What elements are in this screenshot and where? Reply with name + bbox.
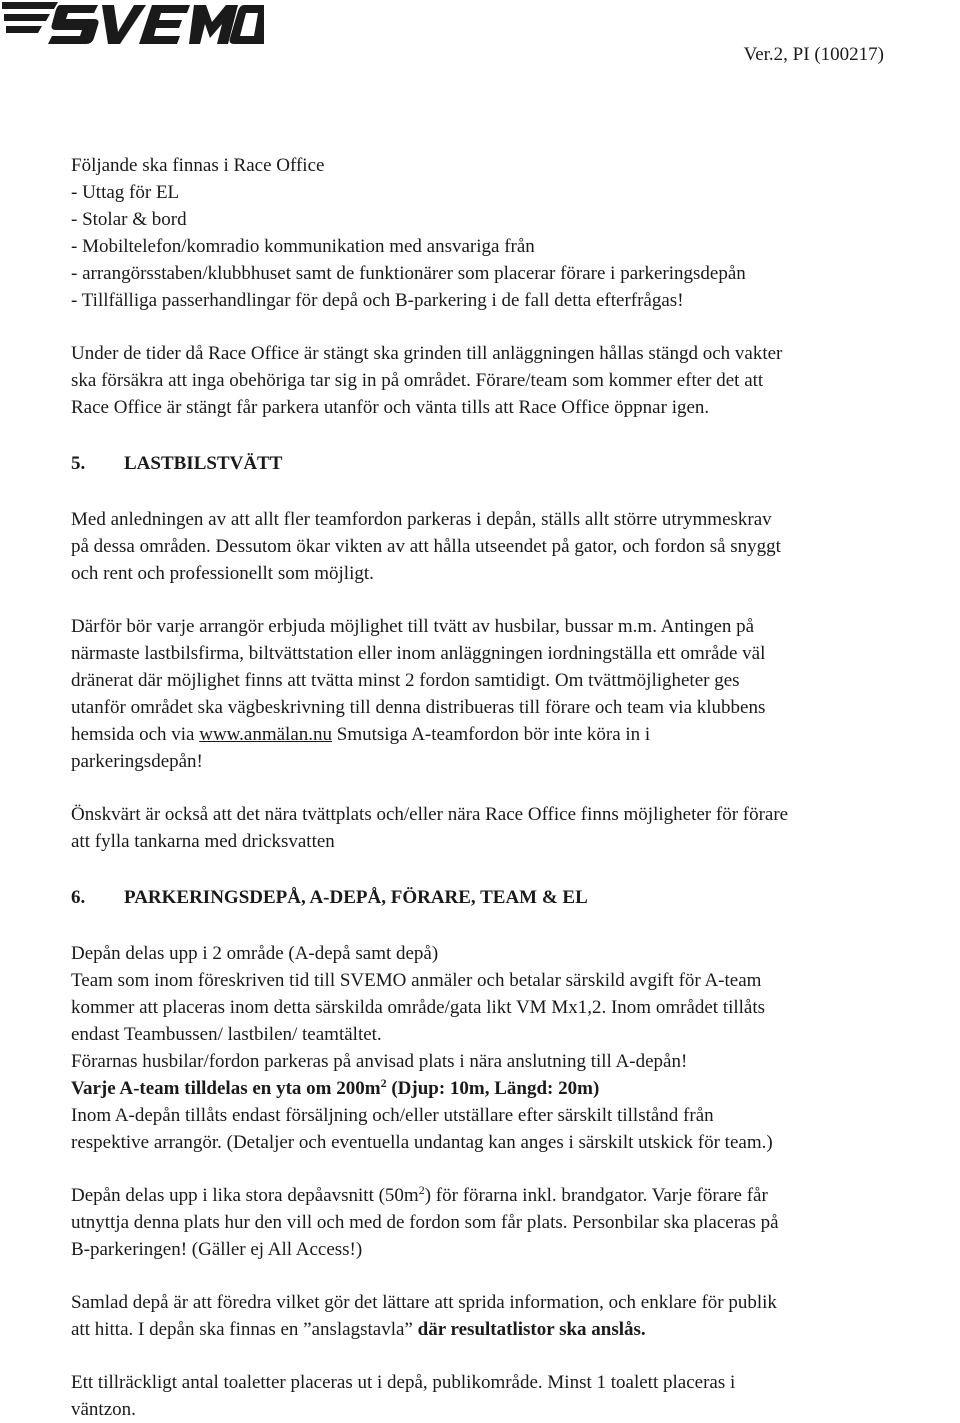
section-heading-6 — [71, 884, 960, 911]
paragraph-line: dränerat där möjlighet finns att tvätta minst 2 fordon samtidigt. Om tvättmöjligheter ges — [71, 670, 740, 691]
text-span: (Djup: 10m, Längd: 20m) — [386, 1078, 600, 1099]
paragraph-line: Inom A-depån tillåts endast försäljning och/eller utställare efter särskilt tillstånd från — [71, 1105, 714, 1126]
paragraph-line: utanför området ska vägbeskrivning till denna distribueras till förare och team via klubbens — [71, 697, 766, 718]
anmalan-link[interactable]: www.anmälan.nu — [199, 724, 333, 745]
list-item: - Tillfälliga passerhandlingar för depå och B-parkering i de fall detta efterfrågas! — [71, 290, 684, 311]
paragraph-line: närmaste lastbilsfirma, biltvättstation eller inom anläggningen iordningställa ett område väl — [71, 643, 766, 664]
paragraph-line: Samlad depå är att föredra vilket gör det lättare att sprida information, och enklare för publik — [71, 1292, 777, 1313]
race-office-intro: Följande ska finnas i Race Office — [71, 155, 325, 176]
list-item: - Stolar & bord — [71, 209, 187, 230]
text-span: Varje A-team tilldelas en yta om 200m — [71, 1078, 381, 1099]
paragraph-line: respektive arrangör. (Detaljer och eventuella undantag kan anges i särskilt utskick för team.) — [71, 1132, 773, 1153]
paragraph-line: Därför bör varje arrangör erbjuda möjlighet till tvätt av husbilar, bussar m.m. Antingen på — [71, 616, 755, 637]
text-span: Smutsiga A-teamfordon bör inte köra in i — [332, 724, 651, 745]
paragraph-line — [71, 721, 960, 748]
paragraph-line: parkeringsdepån! — [71, 751, 203, 772]
text-span: Depån delas upp i lika stora depåavsnitt (50m — [71, 1185, 419, 1206]
paragraph-line: kommer att placeras inom detta särskilda område/gata likt VM Mx1,2. Inom området tillåts — [71, 997, 766, 1018]
section-title: PARKERINGSDEPÅ, A-DEPÅ, FÖRARE, TEAM & EL — [124, 887, 588, 908]
paragraph-line: B-parkeringen! (Gäller ej All Access!) — [71, 1239, 363, 1260]
svemo-logo — [2, 0, 264, 48]
paragraph-line: utnyttja denna plats hur den vill och med de fordon som får plats. Personbilar ska placeras på — [71, 1212, 779, 1233]
section-number: 6. — [71, 887, 86, 908]
paragraph-line: ska försäkra att inga obehöriga tar sig in på området. Förare/team som kommer efter det att — [71, 370, 764, 391]
section-number: 5. — [71, 453, 86, 474]
area-statement — [71, 1075, 960, 1102]
paragraph-line — [71, 1182, 960, 1209]
list-item: - Uttag för EL — [71, 182, 180, 203]
superscript: 2 — [380, 1076, 387, 1090]
paragraph-line: och rent och professionellt som möjligt. — [71, 563, 374, 584]
paragraph-line: Förarnas husbilar/fordon parkeras på anvisad plats i nära anslutning till A-depån! — [71, 1051, 688, 1072]
paragraph-line: att fylla tankarna med dricksvatten — [71, 831, 335, 852]
paragraph-line: Depån delas upp i 2 område (A-depå samt depå) — [71, 943, 439, 964]
paragraph-line: Ett tillräckligt antal toaletter placeras ut i depå, publikområde. Minst 1 toalett placeras i — [71, 1372, 736, 1393]
version-label: Ver.2, PI (100217) — [743, 44, 884, 65]
bold-text: där resultatlistor ska anslås. — [417, 1319, 646, 1340]
text-span: ) för förarna inkl. brandgator. Varje förare får — [424, 1185, 768, 1206]
paragraph-line: Önskvärt är också att det nära tvättplats och/eller nära Race Office finns möjligheter för förare — [71, 804, 789, 825]
list-item: - arrangörsstaben/klubbhuset samt de funktionärer som placerar förare i parkeringsdepån — [71, 263, 746, 284]
paragraph-line: Team som inom föreskriven tid till SVEMO anmäler och betalar särskild avgift för A-team — [71, 970, 762, 991]
text-span: hemsida och via — [71, 724, 200, 745]
paragraph-line — [71, 1316, 960, 1343]
paragraph-line: endast Teambussen/ lastbilen/ teamtältet. — [71, 1024, 382, 1045]
paragraph-line: på dessa områden. Dessutom ökar vikten av att hålla utseendet på gator, och fordon så snyggt — [71, 536, 781, 557]
paragraph-line: väntzon. — [71, 1399, 136, 1420]
paragraph-line: Med anledningen av att allt fler teamfordon parkeras i depån, ställs allt större utrymmeskrav — [71, 509, 772, 530]
section-heading-5 — [71, 450, 960, 477]
paragraph-line: Under de tider då Race Office är stängt ska grinden till anläggningen hållas stängd och vakter — [71, 343, 783, 364]
section-title: LASTBILSTVÄTT — [124, 453, 283, 474]
text-span: att hitta. I depån ska finnas en ”anslagstavla” — [71, 1319, 418, 1340]
document-body — [71, 152, 960, 1423]
paragraph-line: Race Office är stängt får parkera utanför och vänta tills att Race Office öppnar igen. — [71, 397, 710, 418]
superscript: 2 — [418, 1183, 425, 1197]
list-item: - Mobiltelefon/komradio kommunikation med ansvariga från — [71, 236, 535, 257]
